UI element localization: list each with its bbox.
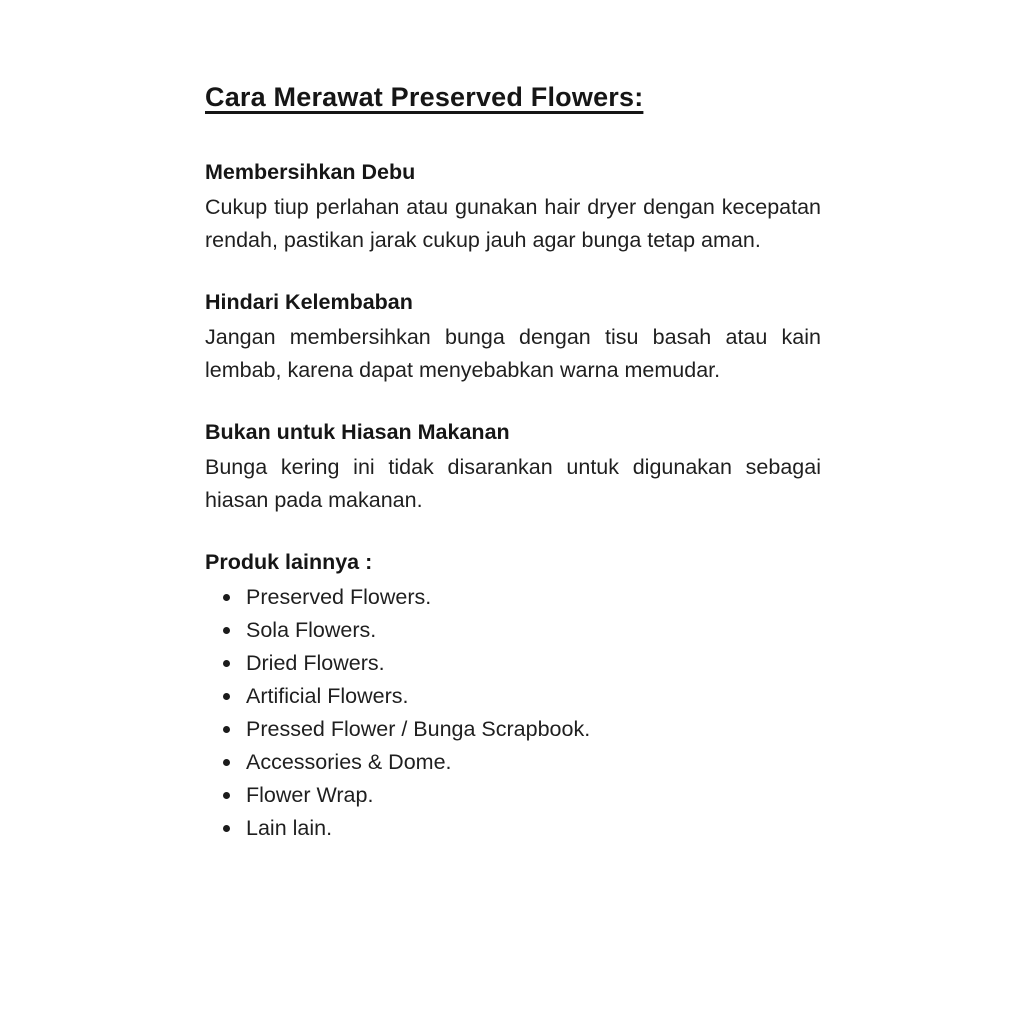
bullet-icon	[223, 627, 230, 634]
bullet-icon	[223, 792, 230, 799]
section-not-for-food	[205, 417, 821, 516]
care-instructions-document	[205, 82, 821, 876]
list-item-label: Sola Flowers.	[246, 618, 377, 642]
section-other-products	[205, 547, 821, 845]
bullet-icon	[223, 726, 230, 733]
list-item	[205, 779, 821, 812]
products-heading: Produk lainnya :	[205, 550, 373, 574]
document-title: Cara Merawat Preserved Flowers:	[205, 82, 644, 112]
list-item	[205, 746, 821, 779]
products-list	[205, 581, 821, 845]
list-item	[205, 614, 821, 647]
section-body: Jangan membersihkan bunga dengan tisu basah atau kain lembab, karena dapat menyebabkan warna memudar.	[205, 325, 821, 382]
section-dust-cleaning	[205, 157, 821, 256]
list-item	[205, 647, 821, 680]
list-item-label: Flower Wrap.	[246, 783, 374, 807]
bullet-icon	[223, 825, 230, 832]
list-item	[205, 581, 821, 614]
section-avoid-humidity	[205, 287, 821, 386]
list-item-label: Pressed Flower / Bunga Scrapbook.	[246, 717, 591, 741]
list-item	[205, 680, 821, 713]
section-body: Cukup tiup perlahan atau gunakan hair dryer dengan kecepatan rendah, pastikan jarak cukup jauh agar bunga tetap aman.	[205, 195, 821, 252]
section-body: Bunga kering ini tidak disarankan untuk digunakan sebagai hiasan pada makanan.	[205, 455, 821, 512]
list-item-label: Dried Flowers.	[246, 651, 385, 675]
bullet-icon	[223, 660, 230, 667]
list-item-label: Accessories & Dome.	[246, 750, 452, 774]
section-heading: Bukan untuk Hiasan Makanan	[205, 420, 510, 444]
bullet-icon	[223, 693, 230, 700]
bullet-icon	[223, 759, 230, 766]
section-heading: Membersihkan Debu	[205, 160, 416, 184]
section-heading: Hindari Kelembaban	[205, 290, 413, 314]
list-item-label: Preserved Flowers.	[246, 585, 432, 609]
list-item-label: Lain lain.	[246, 816, 333, 840]
list-item	[205, 713, 821, 746]
list-item-label: Artificial Flowers.	[246, 684, 409, 708]
bullet-icon	[223, 594, 230, 601]
list-item	[205, 812, 821, 845]
